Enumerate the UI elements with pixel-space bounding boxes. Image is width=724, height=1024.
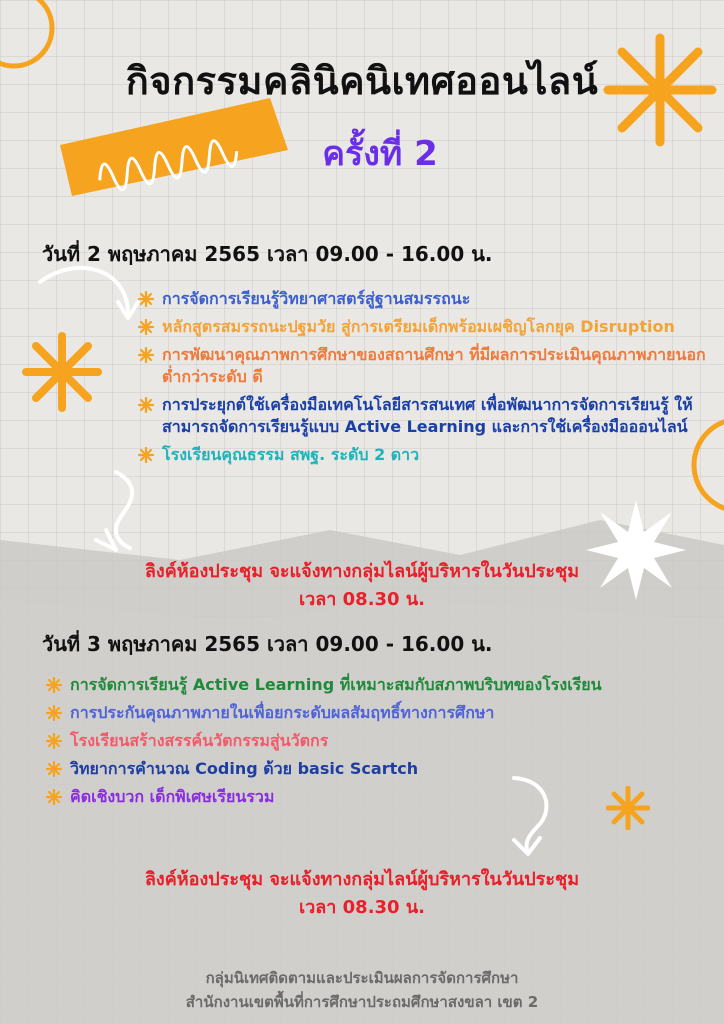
sunburst-star-icon: [46, 677, 62, 693]
sunburst-star-icon: [138, 447, 154, 463]
session1-link-note: [0, 558, 724, 614]
footer-line1: กลุ่มนิเทศติดตามและประเมินผลการจัดการศึกษา: [205, 969, 519, 987]
sunburst-star-icon: [138, 291, 154, 307]
topic-text: การจัดการเรียนรู้วิทยาศาสตร์สู่ฐานสมรรถนะ: [162, 289, 471, 308]
list-item: [134, 316, 714, 338]
list-item: [42, 786, 682, 808]
orange-burst-left: [22, 332, 102, 412]
link-note-line2: เวลา 08.30 น.: [298, 589, 425, 610]
sunburst-star-icon: [138, 319, 154, 335]
topic-text: โรงเรียนสร้างสรรค์นวัตกรรมสู่นวัตกร: [70, 731, 329, 750]
topic-text: การประกันคุณภาพภายในเพื่อยกระดับผลสัมฤทธิ์ทางการศึกษา: [70, 703, 495, 722]
topic-text: การพัฒนาคุณภาพการศึกษาของสถานศึกษา ที่มีผลการประเมินคุณภาพภายนอกต่ำกว่าระดับ ดี: [162, 345, 706, 386]
list-item: [42, 730, 682, 752]
topic-text: คิดเชิงบวก เด็กพิเศษเรียนรวม: [70, 787, 275, 806]
link-note-line1: ลิงค์ห้องประชุม จะแจ้งทางกลุ่มไลน์ผู้บริหารในวันประชุม: [144, 869, 580, 890]
sunburst-star-icon: [46, 761, 62, 777]
topic-text: การประยุกต์ใช้เครื่องมือเทคโนโลยีสารสนเทศ เพื่อพัฒนาการจัดการเรียนรู้ ให้สามารถจัดการเรียนรู้แบบ Active Learning และการใช้เครื่องมือออนไลน์: [162, 395, 693, 436]
sunburst-star-icon: [46, 789, 62, 805]
topic-text: การจัดการเรียนรู้ Active Learning ที่เหมาะสมกับสภาพบริบทของโรงเรียน: [70, 675, 602, 694]
list-item: [134, 444, 714, 466]
session2-link-note: [0, 866, 724, 922]
link-note-line1: ลิงค์ห้องประชุม จะแจ้งทางกลุ่มไลน์ผู้บริหารในวันประชุม: [144, 561, 580, 582]
sunburst-star-icon: [46, 733, 62, 749]
sunburst-star-icon: [46, 705, 62, 721]
curved-arrow-icon-2: [86, 468, 156, 558]
footer: [0, 966, 724, 1014]
poster-title: กิจกรรมคลินิคนิเทศออนไลน์: [125, 59, 599, 103]
sunburst-star-icon: [138, 397, 154, 413]
sunburst-star-icon: [138, 347, 154, 363]
poster-subtitle: ครั้งที่ 2: [322, 134, 438, 174]
list-item: [42, 758, 682, 780]
topic-text: หลักสูตรสมรรถนะปฐมวัย สู่การเตรียมเด็กพร้อมเผชิญโลกยุค Disruption: [162, 317, 675, 336]
session1-date: วันที่ 2 พฤษภาคม 2565 เวลา 09.00 - 16.00 น.: [42, 242, 493, 266]
list-item: [42, 674, 682, 696]
list-item: [42, 702, 682, 724]
curved-arrow-icon: [34, 262, 144, 332]
link-note-line2: เวลา 08.30 น.: [298, 897, 425, 918]
session2-topic-list: [42, 674, 682, 814]
session1-topic-list: [134, 288, 714, 472]
list-item: [134, 288, 714, 310]
topic-text: โรงเรียนคุณธรรม สพฐ. ระดับ 2 ดาว: [162, 445, 420, 464]
list-item: [134, 394, 714, 438]
session2-date: วันที่ 3 พฤษภาคม 2565 เวลา 09.00 - 16.00 น.: [42, 632, 493, 656]
footer-line2: สำนักงานเขตพื้นที่การศึกษาประถมศึกษาสงขลา เขต 2: [185, 993, 539, 1011]
topic-text: วิทยาการคำนวณ Coding ด้วย basic Scartch: [70, 759, 419, 778]
list-item: [134, 344, 714, 388]
